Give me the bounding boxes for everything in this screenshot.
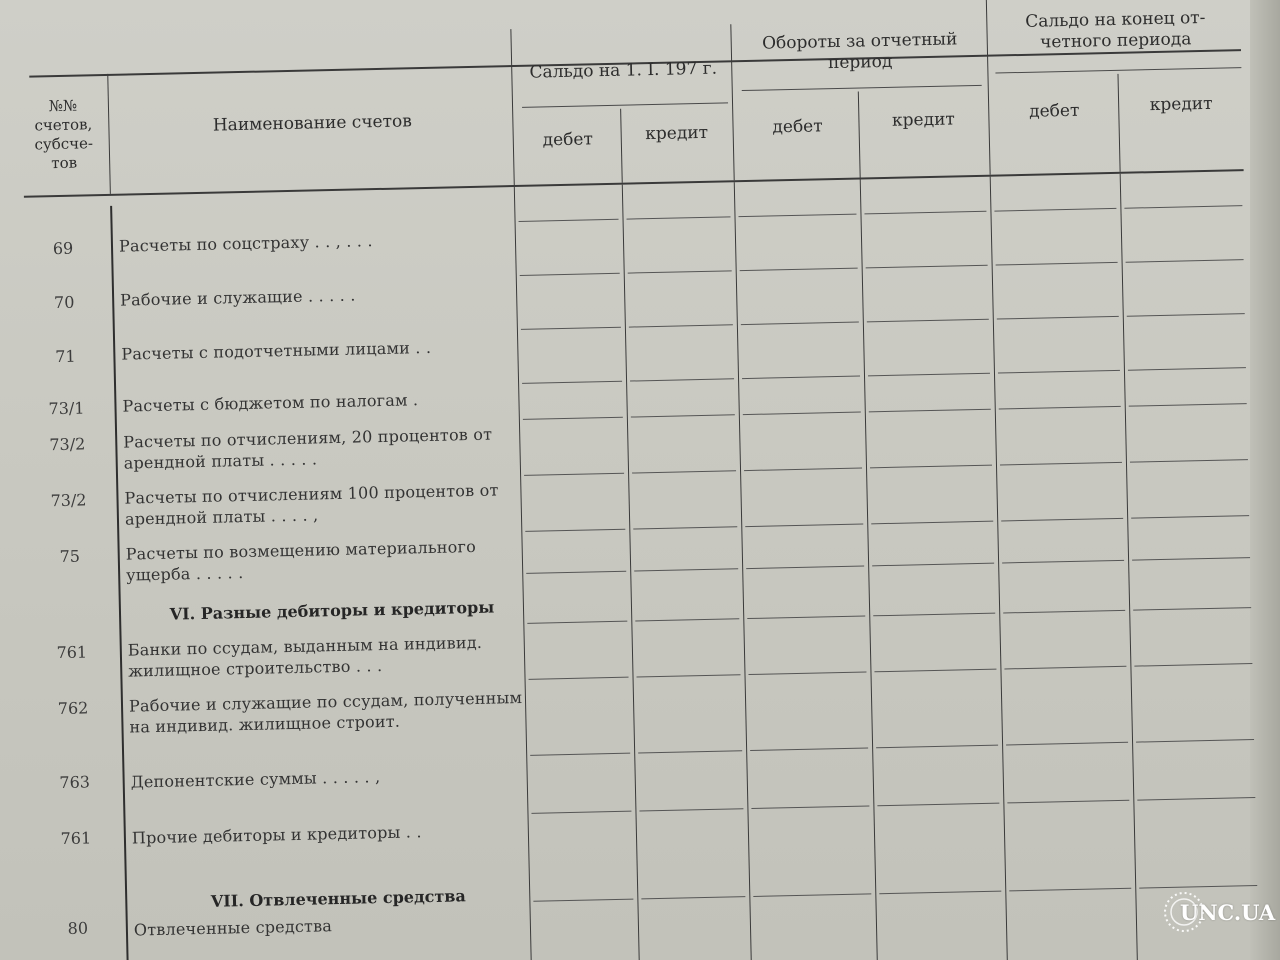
- entry-cell: [1002, 560, 1124, 564]
- entry-cell: [1127, 313, 1245, 317]
- entry-cell: [741, 322, 859, 326]
- account-number: 763: [59, 772, 91, 793]
- entry-cell: [1129, 403, 1247, 407]
- account-number: 761: [56, 642, 88, 663]
- entry-cell: [1001, 518, 1123, 522]
- watermark-text: UNC.UA: [1180, 900, 1276, 925]
- turnover-credit-header: кредит: [891, 109, 956, 131]
- entry-cell: [1124, 205, 1242, 209]
- entry-cell: [522, 381, 622, 384]
- entry-cell: [525, 529, 625, 532]
- entry-cell: [1128, 367, 1246, 371]
- entry-cell: [632, 470, 736, 473]
- entry-cell: [519, 219, 619, 222]
- entry-cell: [523, 417, 623, 420]
- entry-cell: [742, 376, 860, 380]
- entry-cell: [1003, 610, 1125, 614]
- column-group-opening-balance: Сальдо на 1. I. 197 г.: [529, 58, 718, 83]
- entry-cell: [637, 674, 741, 677]
- account-number: 70: [53, 292, 75, 313]
- entry-cell: [628, 270, 732, 273]
- account-name: Расчеты с подотчетными лицами . .: [121, 337, 432, 364]
- entry-cell: [641, 896, 745, 899]
- entry-cell: [743, 412, 861, 416]
- entry-cell: [1133, 607, 1251, 611]
- account-form: [10, 0, 1261, 960]
- entry-cell: [1004, 666, 1126, 670]
- account-number: 69: [52, 238, 74, 259]
- entry-cell: [526, 571, 626, 574]
- entry-cell: [1131, 515, 1249, 519]
- entry-cell: [1130, 459, 1248, 463]
- account-name: Отвлеченные средства: [133, 916, 333, 940]
- entry-cell: [740, 268, 858, 272]
- column-header-name: Наименование счетов: [212, 111, 413, 136]
- closing-credit-header: кредит: [1149, 93, 1213, 116]
- entry-cell: [1136, 739, 1254, 743]
- entry-cell: [1134, 663, 1252, 667]
- account-number: 71: [55, 346, 76, 367]
- account-name: Расчеты по возмещению материального ущерба . . . . .: [125, 536, 477, 585]
- entry-cell: [1007, 800, 1129, 804]
- entry-cell: [751, 805, 869, 809]
- entry-cell: [874, 669, 996, 673]
- entry-cell: [870, 465, 992, 469]
- entry-cell: [868, 373, 990, 377]
- entry-cell: [994, 208, 1116, 212]
- column-group-turnover: Обороты за отчетный период: [761, 29, 958, 74]
- header-divider: [1117, 74, 1120, 172]
- entry-cell: [750, 747, 868, 751]
- opening-debit-header: дебет: [542, 129, 594, 151]
- entry-cell: [873, 613, 995, 617]
- account-number: 73/1: [48, 398, 85, 419]
- header-divider: [107, 74, 111, 194]
- entry-cell: [753, 893, 871, 897]
- entry-cell: [996, 262, 1118, 266]
- header-sub-rule: [742, 85, 982, 91]
- body-divider: [622, 185, 640, 960]
- entry-cell: [747, 615, 865, 619]
- entry-cell: [748, 671, 866, 675]
- watermark: [1162, 888, 1276, 940]
- entry-cell: [744, 468, 862, 472]
- entry-cell: [876, 745, 998, 749]
- column-header-number: №№ счетов, субсче- тов: [34, 96, 94, 173]
- entry-cell: [871, 521, 993, 525]
- entry-cell: [630, 378, 734, 381]
- entry-cell: [879, 891, 1001, 895]
- entry-cell: [531, 811, 631, 814]
- entry-cell: [997, 316, 1119, 320]
- entry-cell: [631, 414, 735, 417]
- account-name: Рабочие и служащие . . . . .: [119, 285, 356, 310]
- header-divider: [510, 29, 514, 185]
- account-name: Депонентские суммы . . . . . ,: [130, 767, 381, 792]
- account-name: Банки по ссудам, выданным на индивид. жилищное строительство . . .: [127, 632, 483, 681]
- account-number: 761: [60, 828, 92, 849]
- entry-cell: [638, 750, 742, 753]
- entry-cell: [1126, 259, 1244, 263]
- entry-cell: [864, 211, 986, 215]
- entry-cell: [629, 324, 733, 327]
- entry-cell: [529, 677, 629, 680]
- entry-cell: [1137, 797, 1255, 801]
- turnover-debit-header: дебет: [772, 116, 823, 138]
- entry-cell: [999, 406, 1121, 410]
- entry-cell: [867, 319, 989, 323]
- column-group-closing-balance: Сальдо на конец от- четного периода: [1025, 7, 1206, 53]
- entry-cell: [520, 273, 620, 276]
- account-number: 73/2: [50, 490, 87, 511]
- entry-cell: [877, 803, 999, 807]
- body-divider: [860, 179, 878, 960]
- entry-cell: [745, 524, 863, 528]
- header-divider: [730, 24, 734, 180]
- entry-cell: [533, 899, 633, 902]
- account-name: Расчеты с бюджетом по налогам .: [122, 390, 419, 416]
- entry-cell: [746, 565, 864, 569]
- entry-cell: [1006, 742, 1128, 746]
- account-number: 75: [59, 546, 81, 567]
- account-name: Расчеты по отчислениям 100 процентов от арендной платы . . . . ,: [124, 480, 499, 529]
- entry-cell: [639, 808, 743, 811]
- entry-cell: [1000, 462, 1122, 466]
- entry-cell: [634, 568, 738, 571]
- header-sub-rule: [995, 67, 1241, 73]
- entry-cell: [635, 618, 739, 621]
- account-name: Рабочие и служащие по ссудам, полученным на индивид. жилищное строит.: [128, 687, 523, 737]
- header-bottom-rule: [24, 169, 1244, 198]
- body-divider: [734, 182, 752, 960]
- entry-cell: [530, 753, 630, 756]
- entry-cell: [524, 473, 624, 476]
- account-name: Расчеты по отчислениям, 20 процентов от арендной платы . . . . .: [123, 424, 493, 473]
- section-heading-vi: VI. Разные дебиторы и кредиторы: [169, 597, 495, 624]
- entry-cell: [627, 216, 731, 219]
- entry-cell: [521, 327, 621, 330]
- section-heading-vii: VII. Отвлеченные средства: [210, 886, 466, 911]
- entry-cell: [872, 563, 994, 567]
- closing-debit-header: дебет: [1028, 100, 1080, 122]
- entry-cell: [527, 621, 627, 624]
- body-divider: [1120, 174, 1138, 960]
- account-name: Расчеты по соцстраху . . , . . .: [118, 231, 373, 256]
- entry-cell: [1132, 557, 1250, 561]
- opening-credit-header: кредит: [645, 122, 709, 145]
- entry-cell: [866, 265, 988, 269]
- entry-cell: [869, 409, 991, 413]
- body-divider: [990, 177, 1008, 960]
- account-name: Прочие дебиторы и кредиторы . .: [131, 822, 422, 848]
- entry-cell: [633, 526, 737, 529]
- account-number: 762: [57, 698, 89, 719]
- entry-cell: [998, 370, 1120, 374]
- account-number: 80: [67, 918, 89, 938]
- header-sub-rule: [522, 102, 728, 107]
- entry-cell: [1009, 888, 1131, 892]
- account-number: 73/2: [49, 434, 86, 455]
- entry-cell: [738, 214, 856, 218]
